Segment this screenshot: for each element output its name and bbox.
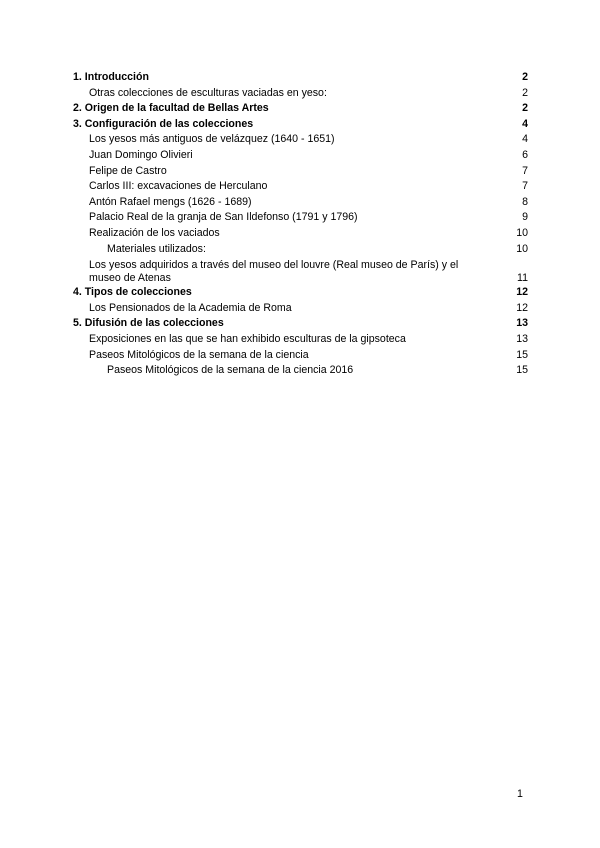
- toc-entry-page[interactable]: 2: [522, 102, 528, 115]
- toc-entry-page[interactable]: 11: [517, 271, 528, 284]
- toc-entry[interactable]: [73, 210, 528, 226]
- toc-entry[interactable]: [73, 316, 528, 332]
- toc-entry-page[interactable]: 10: [516, 226, 528, 239]
- toc-entry-page[interactable]: 8: [522, 195, 528, 208]
- toc-entry[interactable]: [73, 164, 528, 180]
- toc-entry[interactable]: [73, 179, 528, 195]
- toc-entry-title[interactable]: Juan Domingo Olivieri: [89, 148, 193, 161]
- toc-entry-page[interactable]: 4: [522, 117, 528, 130]
- toc-entry[interactable]: [73, 257, 528, 285]
- toc-entry[interactable]: [73, 301, 528, 317]
- toc-entry-title[interactable]: Los yesos adquiridos a través del museo del louvre (Real museo de París) y el museo de Atenas: [89, 259, 459, 284]
- toc-entry[interactable]: [73, 117, 528, 133]
- toc-entry-page[interactable]: 15: [516, 348, 528, 361]
- toc-entry-page[interactable]: 12: [516, 286, 528, 299]
- toc-entry-page[interactable]: 4: [522, 133, 528, 146]
- toc-entry-title[interactable]: Los Pensionados de la Academia de Roma: [89, 301, 292, 314]
- toc-entry-page[interactable]: 2: [522, 86, 528, 99]
- toc-entry-page[interactable]: 13: [516, 317, 528, 330]
- table-of-contents: [73, 70, 528, 379]
- toc-entry-title[interactable]: Exposiciones en las que se han exhibido esculturas de la gipsoteca: [89, 332, 406, 345]
- toc-entry[interactable]: [73, 86, 528, 102]
- toc-entry-page[interactable]: 7: [522, 180, 528, 193]
- toc-entry-title[interactable]: 3. Configuración de las colecciones: [73, 117, 254, 130]
- toc-entry[interactable]: [73, 195, 528, 211]
- toc-entry[interactable]: [73, 132, 528, 148]
- toc-entry[interactable]: [73, 363, 528, 379]
- toc-entry-title[interactable]: Palacio Real de la granja de San Ildefonso (1791 y 1796): [89, 211, 358, 224]
- page-number: 1: [517, 788, 523, 800]
- toc-entry-title[interactable]: Otras colecciones de esculturas vaciadas en yeso:: [89, 86, 327, 99]
- toc-entry-page[interactable]: 9: [522, 211, 528, 224]
- toc-entry-title[interactable]: Paseos Mitológicos de la semana de la ciencia: [89, 348, 309, 361]
- toc-entry-page[interactable]: 6: [522, 148, 528, 161]
- toc-entry-title[interactable]: Materiales utilizados:: [107, 242, 206, 255]
- toc-entry-title[interactable]: 2. Origen de la facultad de Bellas Artes: [73, 102, 269, 115]
- toc-entry-title[interactable]: 5. Difusión de las colecciones: [73, 317, 224, 330]
- toc-entry-page[interactable]: 7: [522, 164, 528, 177]
- toc-entry-page[interactable]: 2: [522, 71, 528, 83]
- toc-entry-title[interactable]: Realización de los vaciados: [89, 226, 220, 239]
- toc-entry-title[interactable]: Los yesos más antiguos de velázquez (1640 - 1651): [89, 133, 335, 146]
- toc-entry-page[interactable]: 10: [516, 242, 528, 255]
- toc-entry-title[interactable]: Paseos Mitológicos de la semana de la ciencia 2016: [107, 364, 354, 377]
- toc-entry[interactable]: [73, 101, 528, 117]
- toc-entry-title[interactable]: Carlos III: excavaciones de Herculano: [89, 180, 268, 193]
- toc-entry[interactable]: [73, 148, 528, 164]
- toc-entry-title[interactable]: 4. Tipos de colecciones: [73, 286, 192, 299]
- toc-entry[interactable]: [73, 242, 528, 258]
- toc-entry-page[interactable]: 13: [516, 332, 528, 345]
- toc-entry[interactable]: [73, 285, 528, 301]
- toc-entry[interactable]: [73, 348, 528, 364]
- toc-entry-title[interactable]: Felipe de Castro: [89, 164, 167, 177]
- toc-entry-page[interactable]: 15: [516, 364, 528, 377]
- toc-entry-page[interactable]: 12: [516, 301, 528, 314]
- toc-entry[interactable]: [73, 70, 528, 86]
- toc-entry[interactable]: [73, 226, 528, 242]
- toc-entry-title[interactable]: 1. Introducción: [73, 71, 149, 83]
- toc-entry[interactable]: [73, 332, 528, 348]
- toc-entry-title[interactable]: Antón Rafael mengs (1626 - 1689): [89, 195, 252, 208]
